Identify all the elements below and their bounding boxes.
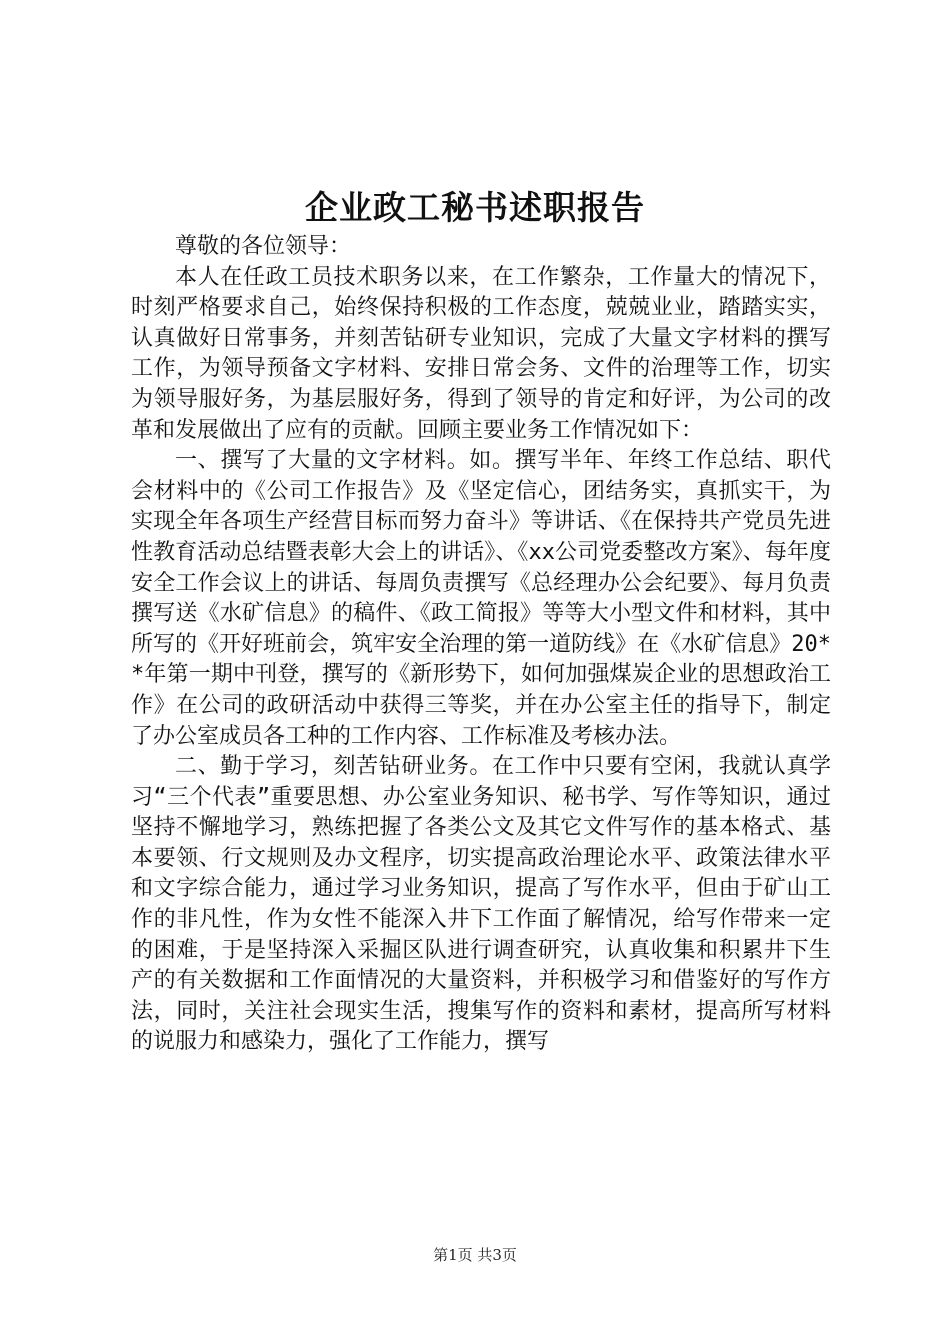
salutation: 尊敬的各位领导： bbox=[175, 234, 352, 259]
paragraph-section-two: 二、勤于学习，刻苦钻研业务。在工作中只要有空闲，我就认真学习“三个代表”重要思想、办公室业务知识、秘书学、写作等知识，通过坚持不懈地学习，熟练把握了各类公文及其它文件写作的基本格式、基本要领、行文规则及办文程序，切实提高政治理论水平、政策法律水平和文字综合能力，通过学习业务知识，提高了写作水平，但由于矿山工作的非凡性，作为女性不能深入井下工作面了解情况，给写作带来一定的困难，于是坚持深入采掘区队进行调查研究，认真收集和积累井下生产的有关数据和工作面情况的大量资料，并积极学习和借鉴好的写作方法，同时，关注社会现实生活，搜集写作的资料和素材，提高所写材料的说服力和感染力，强化了工作能力，撰写 bbox=[131, 754, 831, 1055]
document-body bbox=[131, 232, 831, 1058]
document-title: 企业政工秘书述职报告 bbox=[305, 188, 645, 227]
paragraph-section-one: 一、撰写了大量的文字材料。如。撰写半年、年终工作总结、职代会材料中的《公司工作报告》及《坚定信心，团结务实，真抓实干，为实现全年各项生产经营目标而努力奋斗》等讲话、《在保持共产党员先进性教育活动总结暨表彰大会上的讲话》、《xx公司党委整改方案》、每年度安全工作会议上的讲话、每周负责撰写《总经理办公会纪要》、每月负责撰写送《水矿信息》的稿件、《政工简报》等等大小型文件和材料，其中所写的《开好班前会，筑牢安全治理的第一道防线》在《水矿信息》20**年第一期中刊登，撰写的《新形势下，如何加强煤炭企业的思想政治工作》在公司的政研活动中获得三等奖，并在办公室主任的指导下，制定了办公室成员各工种的工作内容、工作标准及考核办法。 bbox=[131, 448, 831, 749]
paragraph-intro: 本人在任政工员技术职务以来，在工作繁杂，工作量大的情况下，时刻严格要求自己，始终保持积极的工作态度，兢兢业业，踏踏实实，认真做好日常事务，并刻苦钻研专业知识，完成了大量文字材料的撰写工作，为领导预备文字材料、安排日常会务、文件的治理等工作，切实为领导服好务，为基层服好务，得到了领导的肯定和好评，为公司的改革和发展做出了应有的贡献。回顾主要业务工作情况如下： bbox=[131, 264, 831, 443]
page-number-footer: 第1页 共3页 bbox=[433, 1246, 517, 1264]
